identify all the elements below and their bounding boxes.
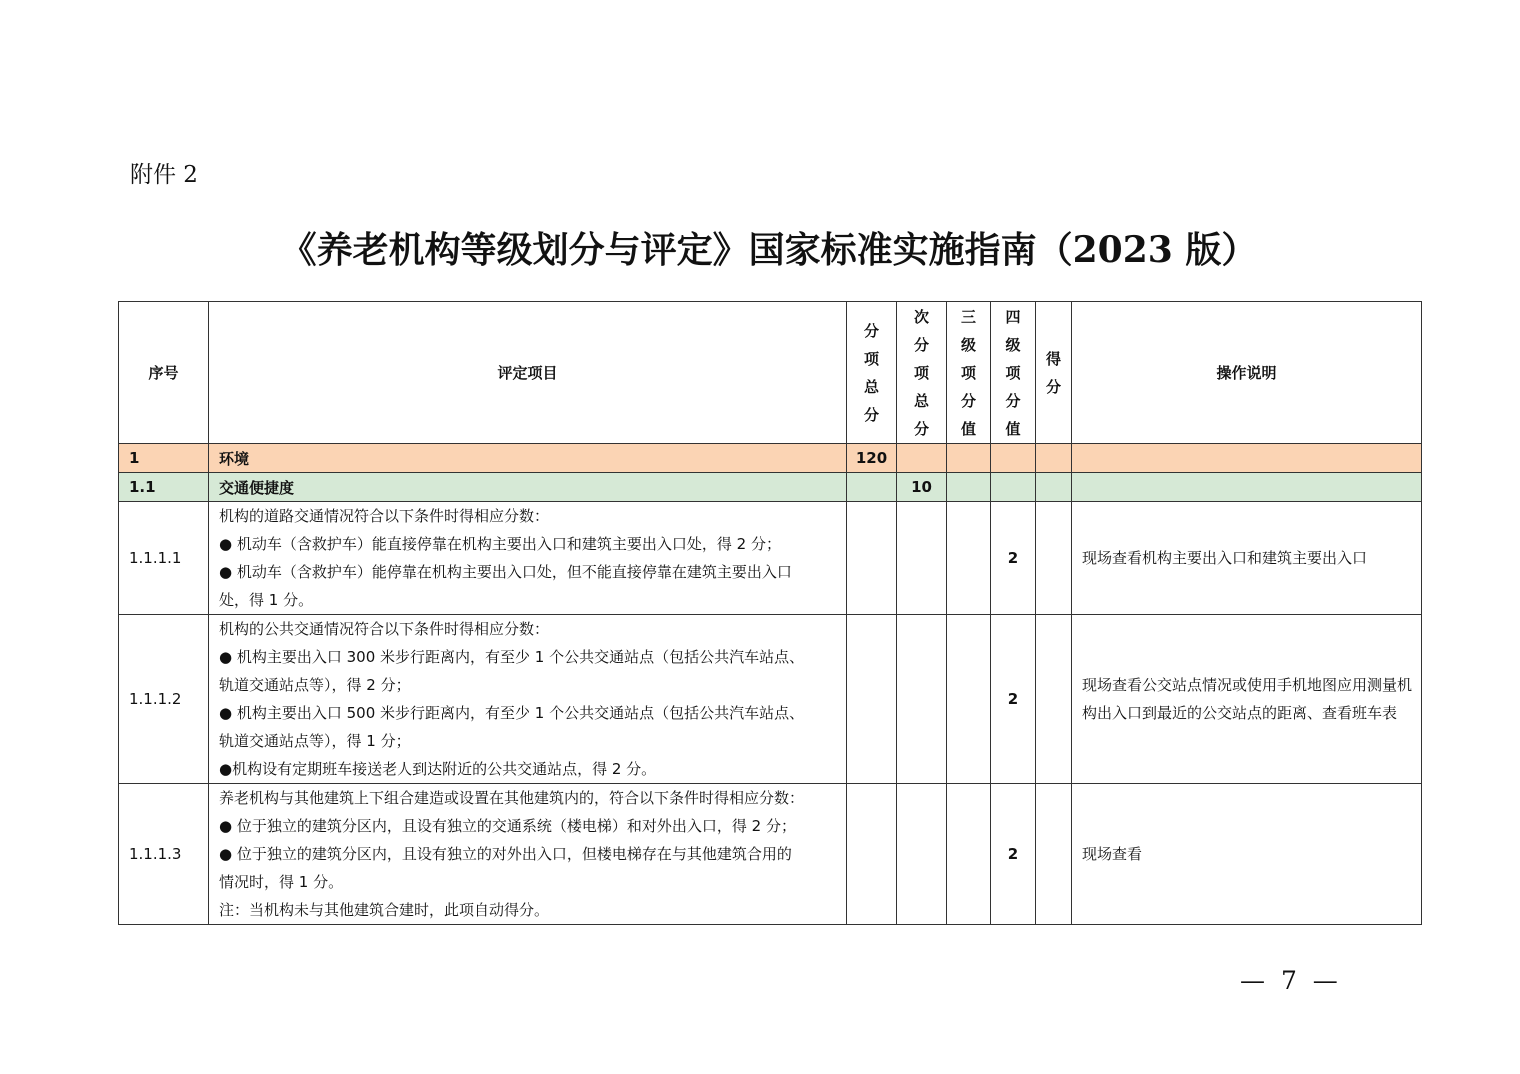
- row-level4-score: 2: [991, 784, 1036, 925]
- section-seq: 1: [119, 444, 209, 473]
- table-row: [119, 784, 1422, 925]
- section-total: 120: [847, 444, 897, 473]
- header-level4: 四级项分值: [991, 302, 1036, 444]
- subsection-row: [119, 473, 1422, 502]
- row-seq: 1.1.1.1: [119, 502, 209, 615]
- table-row: [119, 502, 1422, 615]
- section-name: 环境: [209, 444, 847, 473]
- header-score: 得分: [1036, 302, 1072, 444]
- subsection-seq: 1.1: [119, 473, 209, 502]
- document-title: 《养老机构等级划分与评定》国家标准实施指南（2023 版）: [280, 229, 1258, 271]
- header-item: 评定项目: [209, 302, 847, 444]
- subsection-total: 10: [897, 473, 947, 502]
- table-row: [119, 615, 1422, 784]
- row-explanation: 现场查看: [1072, 784, 1422, 925]
- section-row: [119, 444, 1422, 473]
- row-explanation: 现场查看公交站点情况或使用手机地图应用测量机构出入口到最近的公交站点的距离、查看班车表: [1072, 615, 1422, 784]
- annex-label: 附件 2: [130, 162, 198, 188]
- row-level4-score: 2: [991, 615, 1036, 784]
- row-item-text: 机构的公共交通情况符合以下条件时得相应分数： ● 机构主要出入口 300 米步行距离内，有至少 1 个公共交通站点（包括公共汽车站点、 轨道交通站点等），得 2 分； ● 机构主要出入口 500 米步行距离内，有至少 1 个公共交通站点（包括公共汽车站点、 轨道交通站点等），得 1 分； ●机构设有定期班车接送老人到达附近的公共交通站点，得 2 分。: [209, 615, 847, 784]
- row-level4-score: 2: [991, 502, 1036, 615]
- row-seq: 1.1.1.3: [119, 784, 209, 925]
- evaluation-table: [118, 301, 1422, 925]
- header-level3: 三级项分值: [947, 302, 991, 444]
- header-explanation: 操作说明: [1072, 302, 1422, 444]
- row-explanation: 现场查看机构主要出入口和建筑主要出入口: [1072, 502, 1422, 615]
- row-item-text: 养老机构与其他建筑上下组合建造或设置在其他建筑内的，符合以下条件时得相应分数： ● 位于独立的建筑分区内，且设有独立的交通系统（楼电梯）和对外出入口，得 2 分； ● 位于独立的建筑分区内，且设有独立的对外出入口，但楼电梯存在与其他建筑合用的 情况时，得 1 分。 注：当机构未与其他建筑合建时，此项自动得分。: [209, 784, 847, 925]
- row-seq: 1.1.1.2: [119, 615, 209, 784]
- header-sub-sub-total: 次分项总分: [897, 302, 947, 444]
- header-seq: 序号: [119, 302, 209, 444]
- table-header-row: [119, 302, 1422, 444]
- subsection-name: 交通便捷度: [209, 473, 847, 502]
- header-sub-total: 分项总分: [847, 302, 897, 444]
- page-number: — 7 —: [1240, 966, 1342, 995]
- row-item-text: 机构的道路交通情况符合以下条件时得相应分数： ● 机动车（含救护车）能直接停靠在机构主要出入口和建筑主要出入口处，得 2 分； ● 机动车（含救护车）能停靠在机构主要出入口处，但不能直接停靠在建筑主要出入口 处，得 1 分。: [209, 502, 847, 615]
